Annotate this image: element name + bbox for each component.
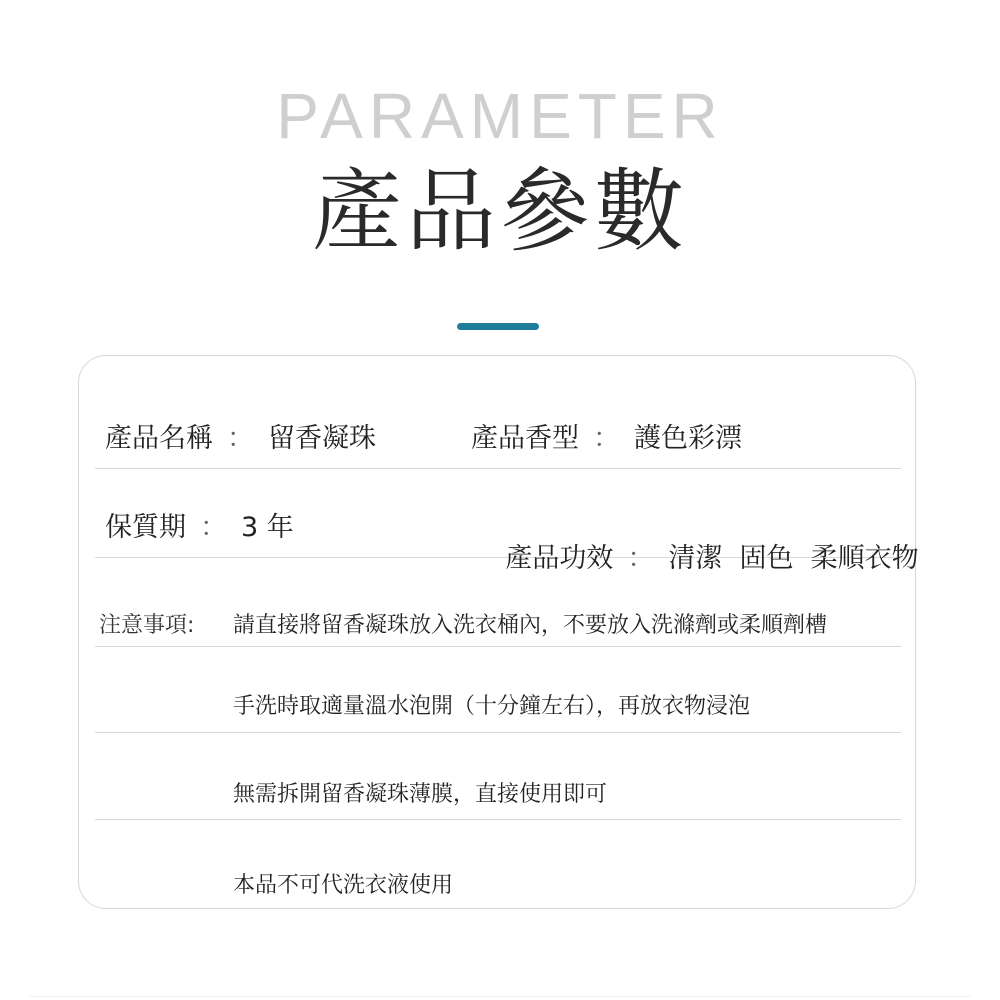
spec-shelf-life bbox=[105, 505, 294, 544]
note-item: 無需拆開留香凝珠薄膜，直接使用即可 bbox=[233, 782, 608, 807]
note-row-2 bbox=[95, 647, 901, 733]
note-item: 手洗時取適量溫水泡開（十分鐘左右），再放衣物浸泡 bbox=[233, 694, 751, 719]
spec-effect-value: 清潔 固色 柔順衣物 bbox=[668, 543, 919, 574]
spec-scent-separator: ： bbox=[593, 423, 620, 454]
title-chinese: 產品參數 bbox=[312, 159, 688, 264]
note-row-1 bbox=[95, 558, 901, 647]
spec-effect-label: 產品功效 bbox=[505, 543, 614, 574]
spec-scent bbox=[471, 416, 742, 455]
spec-shelf-life-separator: ： bbox=[200, 512, 227, 543]
spec-effect-separator: ： bbox=[627, 543, 655, 574]
spec-name-label: 產品名稱 bbox=[105, 423, 213, 454]
spec-scent-value: 護色彩漂 bbox=[634, 423, 742, 454]
spec-shelf-life-label: 保質期 bbox=[105, 512, 186, 543]
notes-label: 注意事項: bbox=[99, 613, 195, 638]
note-row-3 bbox=[95, 733, 901, 820]
spec-name-value: 留香凝珠 bbox=[268, 423, 376, 454]
spec-name bbox=[105, 416, 376, 455]
spec-row-2 bbox=[95, 469, 919, 574]
spec-scent-label: 產品香型 bbox=[471, 423, 579, 454]
note-item: 本品不可代洗衣液使用 bbox=[233, 873, 454, 898]
note-item: 請直接將留香凝珠放入洗衣桶內，不要放入洗滌劑或柔順劑槽 bbox=[233, 613, 828, 638]
footer-divider bbox=[30, 996, 970, 997]
title-english: PARAMETER bbox=[276, 80, 724, 152]
spec-name-separator: ： bbox=[227, 423, 254, 454]
spec-row-1 bbox=[95, 402, 901, 469]
accent-divider bbox=[457, 323, 539, 330]
spec-shelf-life-value: 3 年 bbox=[241, 512, 294, 543]
note-row-4 bbox=[95, 820, 901, 900]
